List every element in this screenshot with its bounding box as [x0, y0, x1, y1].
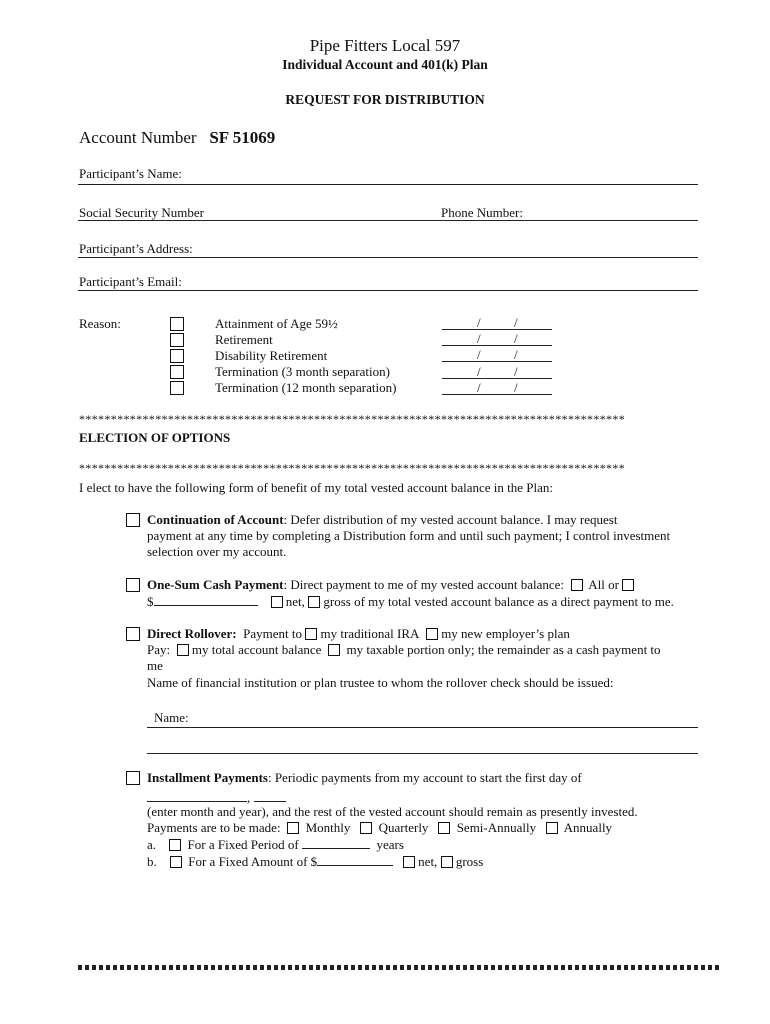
reason-age-checkbox[interactable] — [170, 317, 184, 331]
reason-option-term3: Termination (3 month separation) — [215, 364, 390, 379]
separator-bottom: ************************************************************************************** — [79, 461, 626, 475]
one-sum-title: One-Sum Cash Payment — [147, 577, 284, 592]
reason-term3-checkbox[interactable] — [170, 365, 184, 379]
rollover-line2: Pay: my total account balance my taxable portion only; the remainder as a cash payment to — [147, 642, 661, 657]
frequency-quarterly-checkbox[interactable] — [360, 822, 372, 834]
reason-option-disability: Disability Retirement — [215, 348, 328, 363]
reason-option-age: Attainment of Age 59½ — [215, 316, 338, 331]
one-sum-all-checkbox[interactable] — [571, 579, 583, 591]
rollover-name-label: Name: — [154, 710, 189, 725]
rollover-line3: me — [147, 658, 163, 673]
installment-frequency: Payments are to be made: Monthly Quarterly Semi-Annually Annually — [147, 820, 613, 835]
reason-option-term12: Termination (12 month separation) — [215, 380, 397, 395]
installment-checkbox[interactable] — [126, 771, 140, 785]
plan-title: Individual Account and 401(k) Plan — [282, 57, 488, 72]
continuation-line2: payment at any time by completing a Distribution form and until such payment; I control investment — [147, 528, 671, 543]
one-sum-gross-checkbox[interactable] — [308, 596, 320, 608]
installment-option-b: b. For a Fixed Amount of $ net, gross — [147, 854, 484, 869]
fixed-amount-field[interactable] — [317, 853, 393, 866]
reason-label: Reason: — [79, 316, 121, 331]
fixed-amount-net-checkbox[interactable] — [403, 856, 415, 868]
frequency-monthly-checkbox[interactable] — [287, 822, 299, 834]
participant-name-field[interactable] — [78, 184, 698, 185]
rollover-taxable-portion-checkbox[interactable] — [328, 644, 340, 656]
installment-year-field[interactable] — [254, 788, 286, 802]
installment-line1: Installment Payments: Periodic payments from my account to start the first day of — [147, 770, 582, 785]
fixed-amount-checkbox[interactable] — [170, 856, 182, 868]
one-sum-line2: $ net, gross of my total vested account balance as a direct payment to me. — [147, 594, 674, 609]
election-intro: I elect to have the following form of benefit of my total vested account balance in the Plan: — [79, 480, 553, 495]
fixed-period-field[interactable] — [302, 836, 370, 849]
installment-line3: (enter month and year), and the rest of the vested account should remain as presently invested. — [147, 804, 638, 819]
email-field[interactable] — [78, 290, 698, 291]
ssn-phone-field[interactable] — [78, 220, 698, 221]
form-title: REQUEST FOR DISTRIBUTION — [285, 92, 485, 107]
reason-term12-checkbox[interactable] — [170, 381, 184, 395]
account-number-value: SF 51069 — [209, 128, 276, 147]
one-sum-net-checkbox[interactable] — [271, 596, 283, 608]
continuation-title: Continuation of Account — [147, 512, 284, 527]
account-number-label: Account Number — [79, 128, 197, 147]
rollover-total-balance-checkbox[interactable] — [177, 644, 189, 656]
frequency-semi-annually-checkbox[interactable] — [438, 822, 450, 834]
phone-label: Phone Number: — [441, 205, 523, 220]
one-sum-amount-field[interactable] — [154, 593, 258, 606]
address-field[interactable] — [78, 257, 698, 258]
one-sum-line1: One-Sum Cash Payment: Direct payment to me of my vested account balance: All or — [147, 577, 634, 593]
rollover-checkbox[interactable] — [126, 627, 140, 641]
rollover-ira-checkbox[interactable] — [305, 628, 317, 640]
reason-option-retirement: Retirement — [215, 332, 273, 347]
installment-month-field[interactable] — [147, 788, 247, 802]
continuation-line3: selection over my account. — [147, 544, 287, 559]
rollover-name-field-2[interactable] — [147, 753, 698, 754]
organization-title: Pipe Fitters Local 597 — [309, 36, 461, 55]
participant-name-label: Participant’s Name: — [79, 166, 182, 181]
account-number — [79, 128, 275, 148]
rollover-line1: Direct Rollover: Payment to my traditional IRA my new employer’s plan — [147, 626, 570, 641]
rollover-institution-text: Name of financial institution or plan trustee to whom the rollover check should be issued: — [147, 675, 614, 690]
rollover-employer-plan-checkbox[interactable] — [426, 628, 438, 640]
installment-option-a: a. For a Fixed Period of years — [147, 837, 404, 852]
rollover-title: Direct Rollover: — [147, 626, 237, 641]
separator-top: ************************************************************************************** — [79, 412, 626, 426]
fixed-period-checkbox[interactable] — [169, 839, 181, 851]
fixed-amount-gross-checkbox[interactable] — [441, 856, 453, 868]
continuation-checkbox[interactable] — [126, 513, 140, 527]
reason-retirement-checkbox[interactable] — [170, 333, 184, 347]
email-label: Participant’s Email: — [79, 274, 182, 289]
installment-title: Installment Payments — [147, 770, 268, 785]
continuation-line1: Continuation of Account: Defer distribution of my vested account balance. I may request — [147, 512, 618, 527]
one-sum-checkbox[interactable] — [126, 578, 140, 592]
page-footer-dotted-rule — [78, 965, 722, 970]
one-sum-partial-checkbox[interactable] — [622, 579, 634, 591]
reason-disability-checkbox[interactable] — [170, 349, 184, 363]
election-heading: ELECTION OF OPTIONS — [79, 430, 231, 445]
ssn-label: Social Security Number — [79, 205, 204, 220]
installment-month-year: , — [147, 788, 286, 806]
address-label: Participant’s Address: — [79, 241, 193, 256]
rollover-name-field[interactable] — [147, 727, 698, 728]
frequency-annually-checkbox[interactable] — [546, 822, 558, 834]
